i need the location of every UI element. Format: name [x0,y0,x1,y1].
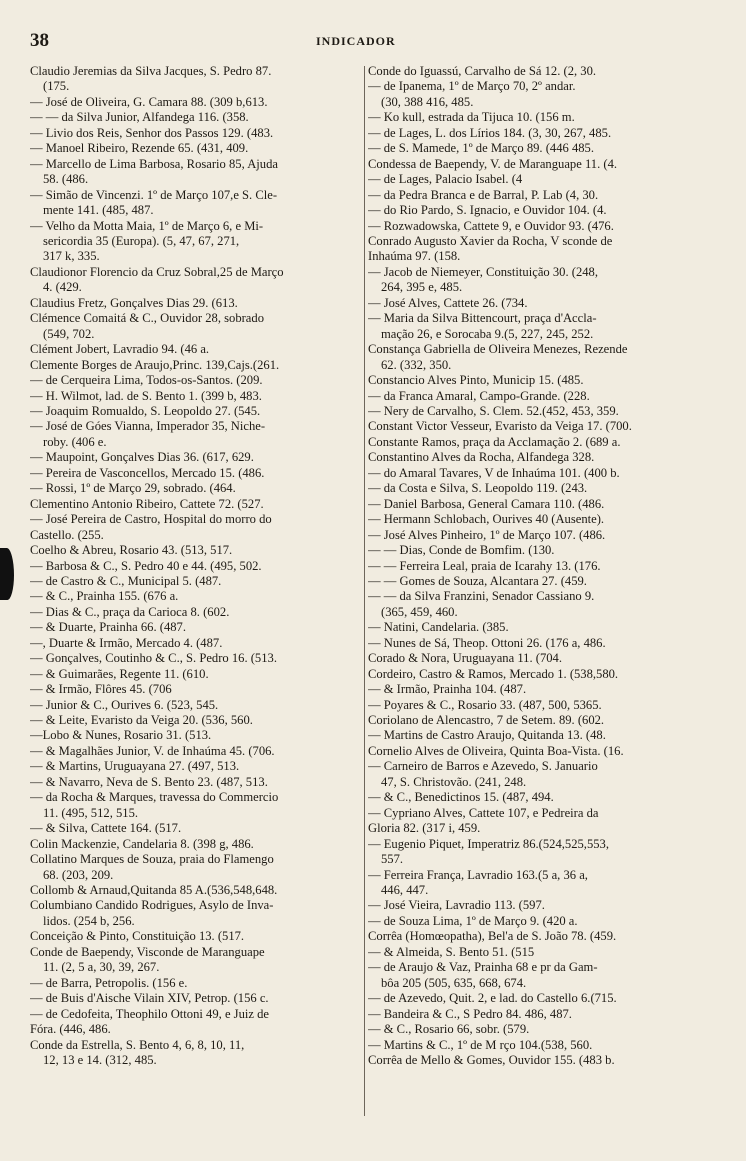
directory-line: — Pereira de Vasconcellos, Mercado 15. (486. [30,465,265,480]
directory-line: — Jacob de Niemeyer, Constituição 30. (248, [368,264,598,279]
directory-line: — — da Silva Franzini, Senador Cassiano 9. [368,589,595,604]
directory-line: — Eugenio Piquet, Imperatriz 86.(524,525,553, [368,836,609,851]
directory-line: — de Castro & C., Municipal 5. (487. [30,573,222,588]
directory-line: (30, 388 416, 485. [381,94,474,109]
directory-line: Clément Jobert, Lavradio 94. (46 a. [30,342,210,357]
directory-line: — Natini, Candelaria. (385. [368,620,509,635]
directory-line: — Carneiro de Barros e Azevedo, S. Januario [368,759,598,774]
directory-line: 58. (486. [43,172,89,187]
directory-line: — José Vieira, Lavradio 113. (597. [368,898,545,913]
directory-line: — do Amaral Tavares, V de Inhaúma 101. (400 b. [368,465,620,480]
directory-line: — Manoel Ribeiro, Rezende 65. (431, 409. [30,141,249,156]
directory-line: Columbiano Candido Rodrigues, Asylo de Inva- [30,898,274,913]
directory-line: 264, 395 e, 485. [381,280,463,295]
directory-line: Collatino Marques de Souza, praia do Flamengo [30,852,274,867]
left-column [30,64,365,1068]
page-number: 38 [30,30,49,51]
directory-line: — Nery de Carvalho, S. Clem. 52.(452, 453, 359. [368,403,619,418]
directory-line: Constant Victor Vesseur, Evaristo da Veiga 17. (700. [368,419,632,434]
directory-line: lidos. (254 b, 256. [43,913,135,928]
directory-line: — de Cedofeita, Theophilo Ottoni 49, e Juiz de [30,1006,269,1021]
directory-line: — de S. Mamede, 1º de Março 89. (446 485. [368,141,594,156]
directory-line: — Maria da Silva Bittencourt, praça d'Accla- [368,311,597,326]
directory-line: — do Rio Pardo, S. Ignacio, e Ouvidor 104. (4. [368,203,607,218]
directory-line: — Ferreira França, Lavradio 163.(5 a, 36 a, [368,867,588,882]
directory-line: Claudionor Florencio da Cruz Sobral,25 de Março [30,264,284,279]
directory-line: — Rozwadowska, Cattete 9, e Ouvidor 93. (476. [368,218,614,233]
directory-line: —Lobo & Nunes, Rosario 31. (513. [30,728,212,743]
directory-line: 47, S. Christovão. (241, 248. [381,774,527,789]
directory-line: — & C., Rosario 66, sobr. (579. [368,1022,530,1037]
directory-line: 446, 447. [381,883,429,898]
directory-line: — Rossi, 1º de Março 29, sobrado. (464. [30,481,236,496]
directory-line: — de Souza Lima, 1º de Março 9. (420 a. [368,913,578,928]
directory-line: Clémence Comaitá & C., Ouvidor 28, sobrado [30,311,264,326]
directory-line: sericordia 35 (Europa). (5, 47, 67, 271, [43,233,240,248]
directory-line: — Marcello de Lima Barbosa, Rosario 85, Ajuda [30,156,278,171]
directory-line: 557. [381,852,404,867]
directory-line: — & Silva, Cattete 164. (517. [30,821,182,836]
directory-line: — Poyares & C., Rosario 33. (487, 500, 5365. [368,697,602,712]
directory-line: — da Pedra Branca e de Barral, P. Lab (4, 30. [368,187,599,202]
directory-line: Conde de Baependy, Visconde de Maranguape [30,944,265,959]
directory-line: 11. (495, 512, 515. [43,805,139,820]
directory-line: mente 141. (485, 487. [43,203,154,218]
directory-line: Constantino Alves da Rocha, Alfandega 328. [368,450,595,465]
directory-line: Constante Ramos, praça da Acclamação 2. (689 a. [368,434,621,449]
directory-line: 12, 13 e 14. (312, 485. [43,1053,157,1067]
directory-line: 317 k, 335. [43,249,100,264]
directory-line: Collomb & Arnaud,Quitanda 85 A.(536,548,648. [30,883,278,898]
directory-line: — Daniel Barbosa, General Camara 110. (486. [368,496,605,511]
directory-line: — & Duarte, Prainha 66. (487. [30,620,186,635]
directory-line: — da Costa e Silva, S. Leopoldo 119. (243. [368,481,588,496]
directory-line: — de Barra, Petropolis. (156 e. [30,975,188,990]
directory-line: — — Ferreira Leal, praia de Icarahy 13. (176. [368,558,601,573]
directory-line: — — Gomes de Souza, Alcantara 27. (459. [368,573,587,588]
directory-line: — José de Oliveira, G. Camara 88. (309 b,613. [30,94,268,109]
directory-line: — Velho da Motta Maia, 1º de Março 6, e Mi- [30,218,264,233]
directory-line: — & Navarro, Neva de S. Bento 23. (487, 513. [30,774,268,789]
directory-line: Colin Mackenzie, Candelaria 8. (398 g, 486. [30,836,254,851]
directory-line: 68. (203, 209. [43,867,114,882]
directory-line: — — Dias, Conde de Bomfim. (130. [368,543,555,558]
directory-line: — Hermann Schlobach, Ourives 40 (Ausente). [368,512,605,527]
directory-line: — Maupoint, Gonçalves Dias 36. (617, 629. [30,450,254,465]
directory-line: Corado & Nora, Uruguayana 11. (704. [368,651,562,666]
directory-line: Corrêa de Mello & Gomes, Ouvidor 155. (483 b. [368,1053,615,1067]
directory-line: — de Lages, Palacio Isabel. (4 [368,172,523,187]
directory-line: Coelho & Abreu, Rosario 43. (513, 517. [30,543,233,558]
directory-line: — & C., Prainha 155. (676 a. [30,589,179,604]
directory-line: — José Alves, Cattete 26. (734. [368,295,528,310]
directory-line: — & Guimarães, Regente 11. (610. [30,666,209,681]
directory-line: — Ko kull, estrada da Tijuca 10. (156 m. [368,110,575,125]
directory-line: Castello. (255. [30,527,104,542]
directory-line: Constancio Alves Pinto, Municip 15. (485. [368,373,584,388]
ink-blot [0,548,14,600]
directory-line: — Martins & C., 1º de M rço 104.(538, 560. [368,1037,593,1052]
directory-line: — José de Góes Vianna, Imperador 35, Niche- [30,419,266,434]
directory-line: Conde do Iguassú, Carvalho de Sá 12. (2, 30. [368,64,597,78]
directory-line: — Livio dos Reis, Senhor dos Passos 129. (483. [30,125,274,140]
directory-line: — H. Wilmot, lad. de S. Bento 1. (399 b, 483. [30,388,262,403]
directory-line: — de Cerqueira Lima, Todos-os-Santos. (209. [30,373,263,388]
right-column [368,64,708,1068]
directory-line: — Dias & C., praça da Carioca 8. (602. [30,604,230,619]
directory-line: — & C., Benedictinos 15. (487, 494. [368,790,554,805]
directory-line: Clementino Antonio Ribeiro, Cattete 72. (527. [30,496,264,511]
directory-line: Conceição & Pinto, Constituição 13. (517. [30,929,245,944]
directory-line: — José Alves Pinheiro, 1º de Março 107. (486. [368,527,606,542]
directory-line: — de Azevedo, Quit. 2, e lad. do Castello 6.(715. [368,991,617,1006]
directory-line: mação 26, e Sorocaba 9.(5, 227, 245, 252. [381,326,594,341]
directory-line: Gloria 82. (317 i, 459. [368,821,481,836]
directory-line: — da Franca Amaral, Campo-Grande. (228. [368,388,590,403]
directory-line: — de Buis d'Aische Vilain XIV, Petrop. (156 c. [30,991,269,1006]
directory-line: — — da Silva Junior, Alfandega 116. (358. [30,110,249,125]
directory-line: — Nunes de Sá, Theop. Ottoni 26. (176 a, 486. [368,635,606,650]
directory-line: Cordeiro, Castro & Ramos, Mercado 1. (538,580. [368,666,619,681]
directory-line: — Bandeira & C., S Pedro 84. 486, 487. [368,1006,572,1021]
directory-line: — Barbosa & C., S. Pedro 40 e 44. (495, 502. [30,558,262,573]
directory-line: — José Pereira de Castro, Hospital do morro do [30,512,272,527]
directory-line: —, Duarte & Irmão, Mercado 4. (487. [30,635,223,650]
directory-line: Corrêa (Homœopatha), Bel'a de S. João 78. (459. [368,929,617,944]
directory-line: (175. [43,79,70,94]
directory-line: Clemente Borges de Araujo,Princ. 139,Cajs.(261. [30,357,280,372]
directory-line: (365, 459, 460. [381,604,458,619]
directory-line: — Simão de Vincenzi. 1º de Março 107,e S. Cle- [30,187,278,202]
directory-line: bôa 205 (505, 635, 668, 674. [381,975,527,990]
directory-line: — de Araujo & Vaz, Prainha 68 e pr da Gam- [368,960,598,975]
directory-line: (549, 702. [43,326,95,341]
directory-line: roby. (406 e. [43,434,107,449]
column-divider [364,66,365,1116]
directory-line: Cornelio Alves de Oliveira, Quinta Boa-Vista. (16. [368,743,624,758]
directory-line: 4. (429. [43,280,82,295]
directory-line: — Martins de Castro Araujo, Quitanda 13. (48. [368,728,606,743]
directory-line: — Joaquim Romualdo, S. Leopoldo 27. (545. [30,403,261,418]
directory-line: Condessa de Baependy, V. de Maranguape 11. (4. [368,156,618,171]
directory-line: — & Irmão, Flôres 45. (706 [30,682,172,697]
directory-line: — Junior & C., Ourives 6. (523, 545. [30,697,219,712]
directory-line: — da Rocha & Marques, travessa do Commercio [30,790,279,805]
directory-line: Constança Gabriella de Oliveira Menezes, Rezende [368,342,628,357]
directory-line: Conrado Augusto Xavier da Rocha, V sconde de [368,233,613,248]
directory-line: Claudio Jeremias da Silva Jacques, S. Pedro 87. [30,64,272,78]
directory-line: Conde da Estrella, S. Bento 4, 6, 8, 10, 11, [30,1037,245,1052]
directory-line: — & Magalhães Junior, V. de Inhaúma 45. (706. [30,743,275,758]
directory-line: — & Irmão, Prainha 104. (487. [368,682,527,697]
directory-line: Inhaúma 97. (158. [368,249,461,264]
directory-line: — & Almeida, S. Bento 51. (515 [368,944,535,959]
directory-line: — & Martins, Uruguayana 27. (497, 513. [30,759,240,774]
directory-line: — Gonçalves, Coutinho & C., S. Pedro 16. (513. [30,651,277,666]
running-head: INDICADOR [316,34,396,48]
directory-line: 11. (2, 5 a, 30, 39, 267. [43,960,160,975]
directory-line: — & Leite, Evaristo da Veiga 20. (536, 560. [30,713,253,728]
directory-line: — de Ipanema, 1º de Março 70, 2º andar. [368,79,576,94]
directory-line: 62. (332, 350. [381,357,452,372]
directory-line: Claudius Fretz, Gonçalves Dias 29. (613. [30,295,238,310]
directory-line: — de Lages, L. dos Lírios 184. (3, 30, 267, 485. [368,125,612,140]
directory-line: Coriolano de Alencastro, 7 de Setem. 89. (602. [368,713,605,728]
directory-line: — Cypriano Alves, Cattete 107, e Pedreira da [368,805,599,820]
directory-line: Fóra. (446, 486. [30,1022,111,1037]
